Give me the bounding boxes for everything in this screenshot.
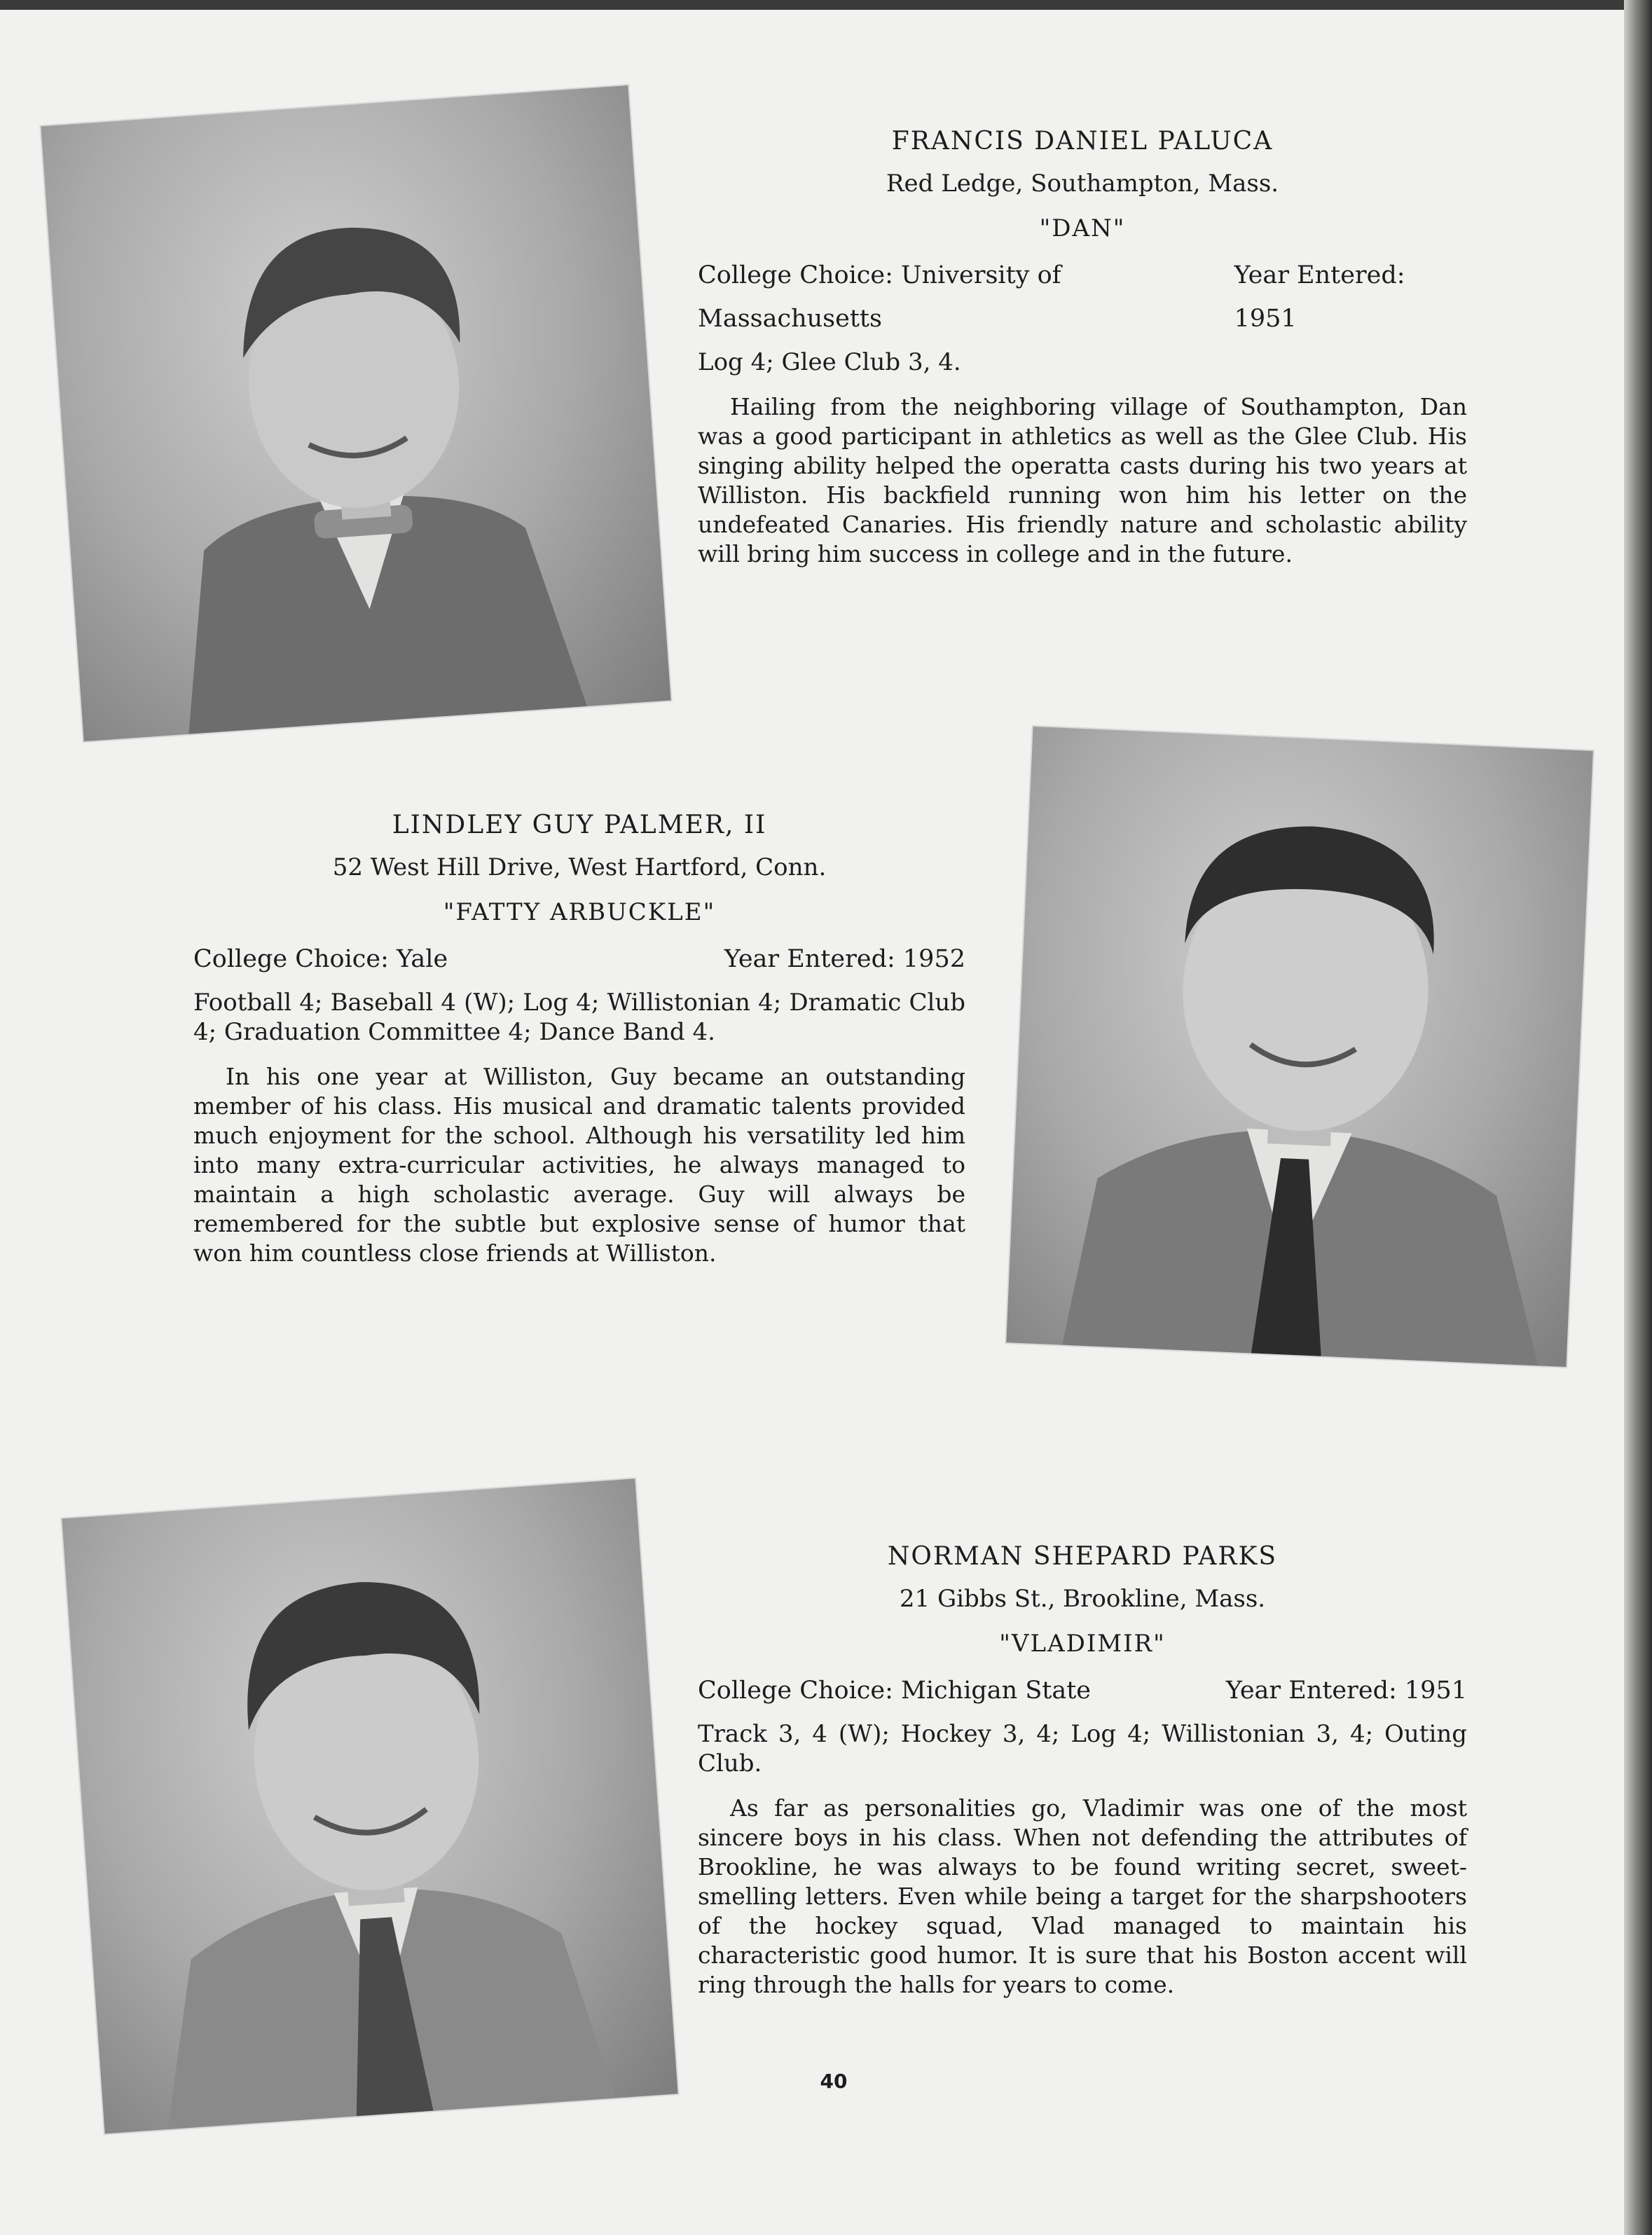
portrait-photo-paluca	[41, 85, 670, 741]
college-choice: College Choice: Michigan State	[698, 1677, 1092, 1705]
college-year-row	[698, 254, 1467, 341]
student-name: NORMAN SHEPARD PARKS	[887, 1542, 1278, 1571]
portrait-photo-palmer	[1006, 727, 1593, 1367]
senior-entry-parks	[698, 1537, 1467, 2000]
college-choice: College Choice: University of Massachusetts	[698, 261, 1061, 333]
senior-entry-palmer	[193, 806, 965, 1268]
senior-entry-paluca	[698, 122, 1467, 569]
student-address: 52 West Hill Drive, West Hartford, Conn.	[332, 853, 827, 881]
student-bio: In his one year at Williston, Guy became an outstanding member of his class. His musical and dramatic talents provided much enjoyment for the school. Although his versatility led him into many extra-curricular activities, he always managed to maintain a high scholastic average. Guy will always be remembered for the subtle but explosive sense of humor that won him countless close friends at Williston.	[193, 1063, 965, 1267]
student-nickname: "DAN"	[1039, 214, 1126, 242]
student-address: 21 Gibbs St., Brookline, Mass.	[899, 1585, 1266, 1613]
student-address: Red Ledge, Southampton, Mass.	[886, 170, 1279, 198]
student-name: LINDLEY GUY PALMER, II	[392, 811, 767, 839]
yearbook-page	[0, 10, 1624, 2235]
student-bio: As far as personalities go, Vladimir was one of the most sincere boys in his class. When not defending the attributes of Brookline, he was always to be found writing secret, sweet-smelling letters. Even while being a target for the sharpshooters of the hockey squad, Vlad managed to maintain his characteristic good humor. It is sure that his Boston accent will ring through the halls for years to come.	[698, 1794, 1467, 1998]
student-nickname: "FATTY ARBUCKLE"	[443, 898, 716, 926]
student-nickname: "VLADIMIR"	[999, 1630, 1166, 1658]
year-entered: Year Entered: 1951	[1225, 1677, 1467, 1705]
student-activities: Football 4; Baseball 4 (W); Log 4; Willistonian 4; Dramatic Club 4; Graduation Committee 4; Dance Band 4.	[193, 989, 965, 1046]
student-activities: Log 4; Glee Club 3, 4.	[698, 348, 961, 376]
student-name: FRANCIS DANIEL PALUCA	[891, 127, 1274, 156]
year-entered: Year Entered: 1951	[1234, 261, 1405, 333]
page-number: 40	[820, 2070, 848, 2093]
college-year-row	[698, 1669, 1467, 1712]
portrait-photo-parks	[62, 1478, 677, 2133]
book-binding-edge	[1624, 0, 1652, 2235]
college-year-row	[193, 937, 965, 981]
college-choice: College Choice: Yale	[193, 945, 448, 973]
student-bio: Hailing from the neighboring village of Southampton, Dan was a good participant in athletics as well as the Glee Club. His singing ability helped the operatta casts during his two years at Williston. His backfield running won him his letter on the undefeated Canaries. His friendly nature and scholastic ability will bring him success in college and in the future.	[698, 393, 1467, 568]
year-entered: Year Entered: 1952	[724, 945, 965, 973]
student-activities: Track 3, 4 (W); Hockey 3, 4; Log 4; Willistonian 3, 4; Outing Club.	[698, 1720, 1467, 1777]
